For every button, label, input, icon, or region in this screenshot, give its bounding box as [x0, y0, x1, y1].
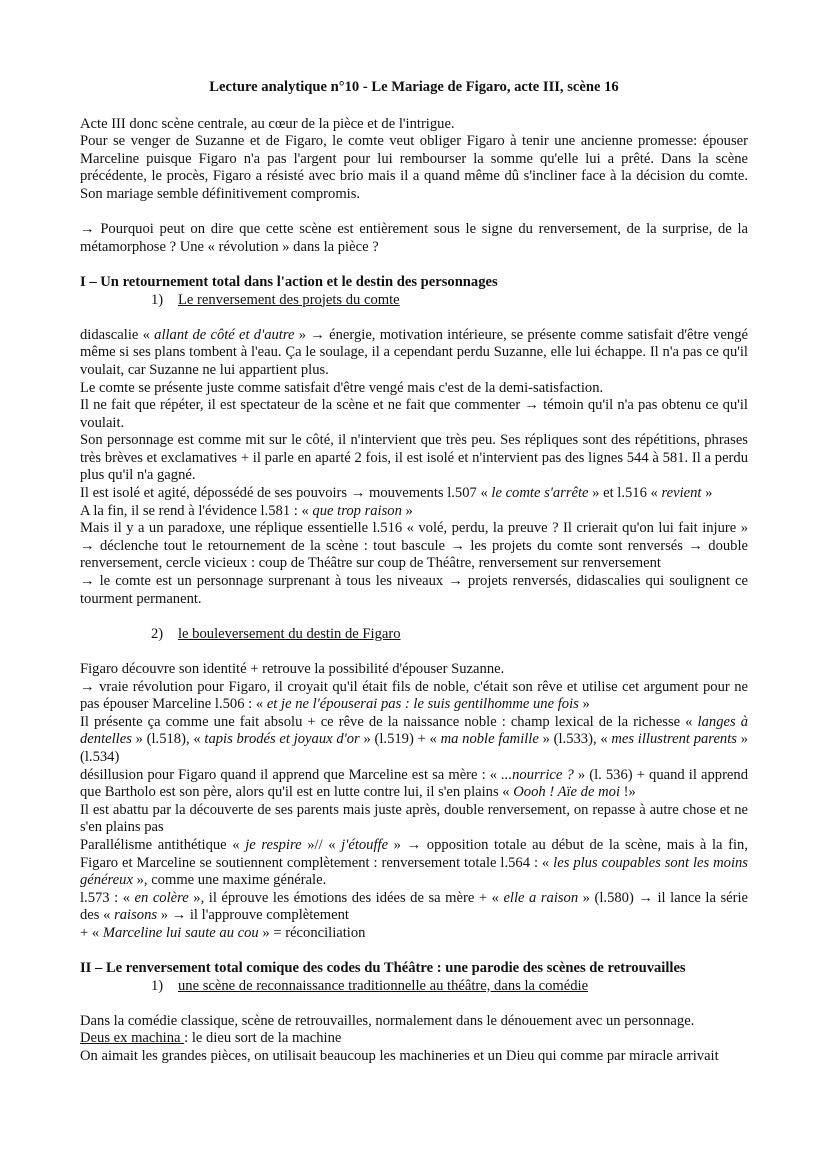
paragraph: Mais il y a un paradoxe, une réplique essentielle l.516 « volé, perdu, la preuve ? Il crierait qu'on lui fait injure » → déclenche tout le retournement de la scène : tout bascule → les projets du comte sont renversés → double renversement, cercle vicieux : coup de Théâtre sur coup de Théâtre, renversement sur renversement [80, 520, 748, 572]
paragraph: l.573 : « en colère », il éprouve les émotions des idées de sa mère + « elle a raison » (l.580) → il lance la série des « raisons » → il l'approuve complètement [80, 889, 749, 924]
part1-sub2-heading [151, 626, 748, 644]
part1-heading: I – Un retournement total dans l'action et le destin des personnages [80, 273, 498, 290]
paragraph: Il présente ça comme une fait absolu + ce rêve de la naissance noble : champ lexical de la richesse « langes à dentelles » (l.518), « tapis brodés et joyaux d'or » (l.519) + « ma noble famille » (l.533), « mes illustrent parents » (l.534) [80, 713, 748, 765]
paragraph: On aimait les grandes pièces, on utilisait beaucoup les machineries et un Dieu qui comme par miracle arrivait [80, 1048, 719, 1065]
sub-number: 1) [151, 977, 164, 994]
sub-title: Le renversement des projets du comte [178, 291, 400, 308]
problematique: → Pourquoi peut on dire que cette scène est entièrement sous le signe du renversement, de la surprise, de la métamorphose ? Une « révolution » dans la pièce ? [80, 221, 748, 255]
spacer [80, 943, 748, 961]
part2-heading: II – Le renversement total comique des codes du Théâtre : une parodie des scènes de retrouvailles [80, 960, 686, 977]
part1-sub1-heading [151, 292, 748, 310]
document-page [80, 79, 748, 1066]
paragraph: + « Marceline lui saute au cou » = réconciliation [80, 924, 366, 941]
paragraph: Figaro découvre son identité + retrouve la possibilité d'épouser Suzanne. [80, 661, 505, 677]
sub-title: le bouleversement du destin de Figaro [178, 625, 401, 642]
spacer [80, 643, 748, 661]
paragraph: Son personnage est comme mit sur le côté, il n'intervient que très peu. Ses répliques sont des répétitions, phrases très brèves et exclamatives + il parle en aparté 2 fois, il est isolé et n'intervient pas des lignes 544 à 581. Il a perdu plus qu'il n'a gagné. [80, 432, 748, 484]
spacer [80, 608, 748, 626]
paragraph: désillusion pour Figaro quand il apprend que Marceline est sa mère : « ...nourrice ? » (l. 536) + quand il apprend que Bartholo est son père, alors qu'il est en lutte contre lui, il s'en plains « Oooh ! Aïe de moi !» [80, 766, 748, 801]
paragraph: Le comte se présente juste comme satisfait d'être vengé mais c'est de la demi-satisfaction. [80, 379, 604, 396]
paragraph: Parallélisme antithétique « je respire »// « j'étouffe » → opposition totale au début de la scène, mais à la fin, Figaro et Marceline se soutiennent complètement : renversement totale l.564 : « les plus coupables sont les moins généreux », comme une maxime générale. [80, 836, 748, 889]
paragraph: Deus ex machina : le dieu sort de la machine [80, 1030, 342, 1047]
sub-number: 1) [151, 291, 164, 308]
spacer [80, 309, 748, 327]
intro-line: Acte III donc scène centrale, au cœur de la pièce et de l'intrigue. [80, 115, 455, 132]
intro-paragraph: Pour se venger de Suzanne et de Figaro, le comte veut obliger Figaro à tenir une ancienne promesse: épouser Marceline puisque Figaro n'a pas l'argent pour lui rembourser la somme qu'elle lui a prêté. Dans la scène précédente, le procès, Figaro a résisté avec brio mais il a quand même dû s'incliner face à la décision du comte. Son mariage semble définitivement compromis. [80, 133, 748, 202]
paragraph: Dans la comédie classique, scène de retrouvailles, normalement dans le dénouement avec un personnage. [80, 1012, 695, 1029]
paragraph: Il ne fait que répéter, il est spectateur de la scène et ne fait que commenter → témoin qu'il n'a pas obtenu ce qu'il voulait. [80, 397, 748, 431]
sub-title: une scène de reconnaissance traditionnelle au théâtre, dans la comédie [178, 977, 589, 994]
document-title: Lecture analytique n°10 - Le Mariage de Figaro, acte III, scène 16 [209, 79, 619, 95]
paragraph: Il est isolé et agité, dépossédé de ses pouvoirs → mouvements l.507 « le comte s'arrête » et l.516 « revient » [80, 485, 713, 502]
spacer [80, 256, 748, 274]
paragraph: didascalie « allant de côté et d'autre » → énergie, motivation intérieure, se présente comme satisfait d'être vengé même si ses plans tombent à l'eau. Ça le soulage, il a cependant perdu Suzanne, elle lui échappe. Il n'a pas ce qu'il voulait, car Suzanne ne lui appartient plus. [80, 326, 748, 378]
sub-number: 2) [151, 625, 164, 642]
spacer [80, 995, 748, 1013]
paragraph: Il est abattu par la découverte de ses parents mais juste après, double renversement, on repasse à autre chose et ne s'en plains pas [80, 801, 748, 836]
spacer [80, 204, 748, 222]
paragraph: A la fin, il se rend à l'évidence l.581 : « que trop raison » [80, 502, 413, 519]
part2-sub1-heading [151, 978, 748, 996]
paragraph: → vraie révolution pour Figaro, il croyait qu'il était fils de noble, c'était son rêve et utilise cet argument pour ne pas épouser Marceline l.506 : « et je ne l'épouserai pas : le suis gentilhomme une fois » [80, 678, 748, 713]
paragraph: → le comte est un personnage surprenant à tous les niveaux → projets renversés, didascalies qui soulignent ce tourment permanent. [80, 573, 748, 607]
